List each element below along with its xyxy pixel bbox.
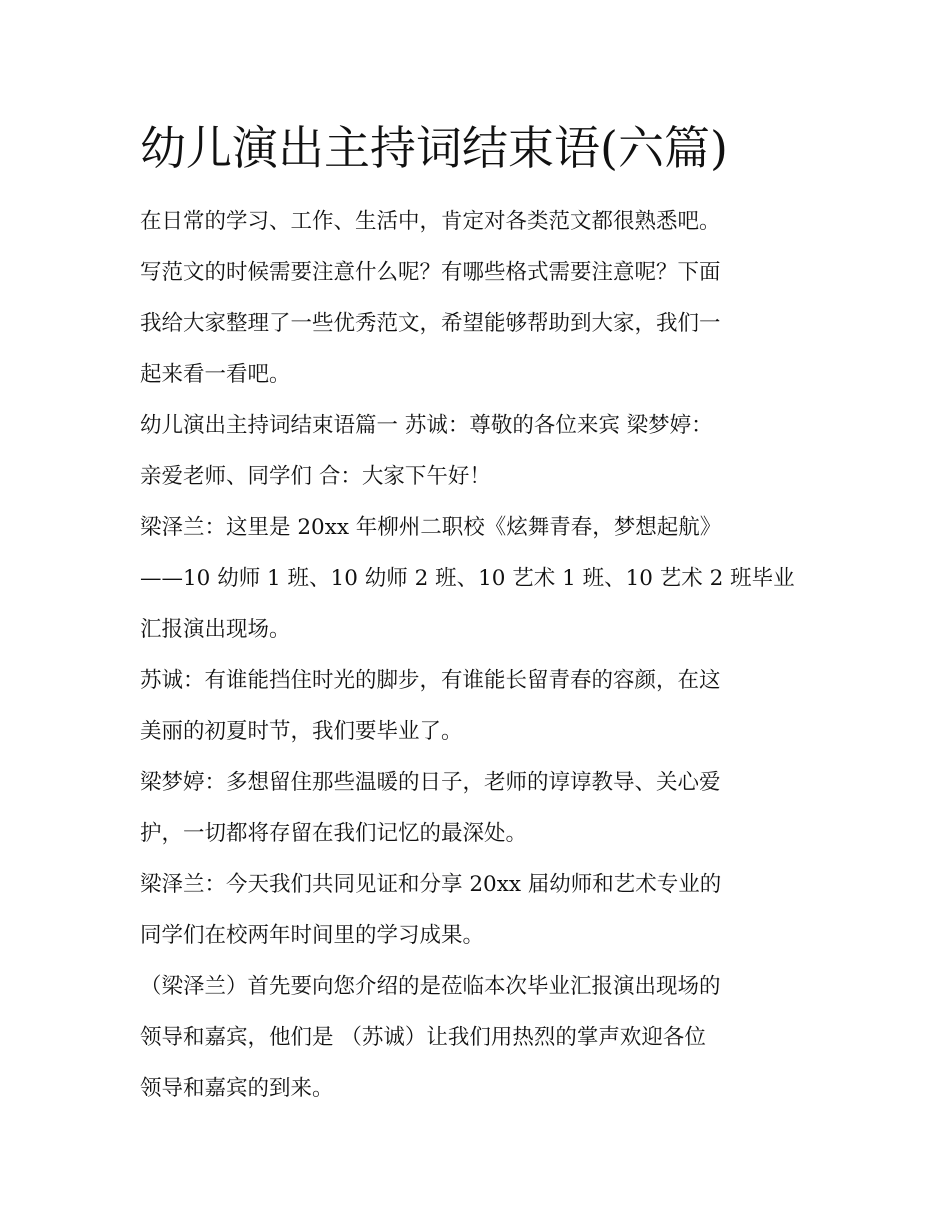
document-body	[140, 200, 820, 1118]
text-line: 幼儿演出主持词结束语篇一 苏诚：尊敬的各位来宾 梁梦婷：	[140, 413, 713, 438]
text-line: 我给大家整理了一些优秀范文，希望能够帮助到大家，我们一	[140, 311, 721, 336]
text-line: （梁泽兰）首先要向您介绍的是莅临本次毕业汇报演出现场的	[140, 974, 721, 999]
text-line: ——10 幼师 1 班、10 幼师 2 班、10 艺术 1 班、10 艺术 2 班毕业	[140, 566, 795, 591]
text-line: 在日常的学习、工作、生活中，肯定对各类范文都很熟悉吧。	[140, 209, 721, 234]
text-line: 梁梦婷：多想留住那些温暖的日子，老师的谆谆教导、关心爱	[140, 770, 721, 795]
document-title: 幼儿演出主持词结束语(六篇)	[140, 121, 728, 175]
text-line: 同学们在校两年时间里的学习成果。	[140, 923, 485, 948]
text-line: 梁泽兰：这里是 20xx 年柳州二职校《炫舞青春，梦想起航》	[140, 515, 722, 540]
text-line: 起来看一看吧。	[140, 362, 291, 387]
text-line: 亲爱老师、同学们 合：大家下午好！	[140, 464, 491, 489]
text-line: 护，一切都将存留在我们记忆的最深处。	[140, 821, 528, 846]
text-line: 梁泽兰：今天我们共同见证和分享 20xx 届幼师和艺术专业的	[140, 872, 722, 897]
text-line: 写范文的时候需要注意什么呢？有哪些格式需要注意呢？下面	[140, 260, 721, 285]
text-line: 汇报演出现场。	[140, 617, 291, 642]
text-line: 苏诚：有谁能挡住时光的脚步，有谁能长留青春的容颜，在这	[140, 668, 721, 693]
text-line: 领导和嘉宾，他们是 （苏诚）让我们用热烈的掌声欢迎各位	[140, 1025, 706, 1050]
text-line: 领导和嘉宾的到来。	[140, 1076, 334, 1101]
text-line: 美丽的初夏时节，我们要毕业了。	[140, 719, 463, 744]
